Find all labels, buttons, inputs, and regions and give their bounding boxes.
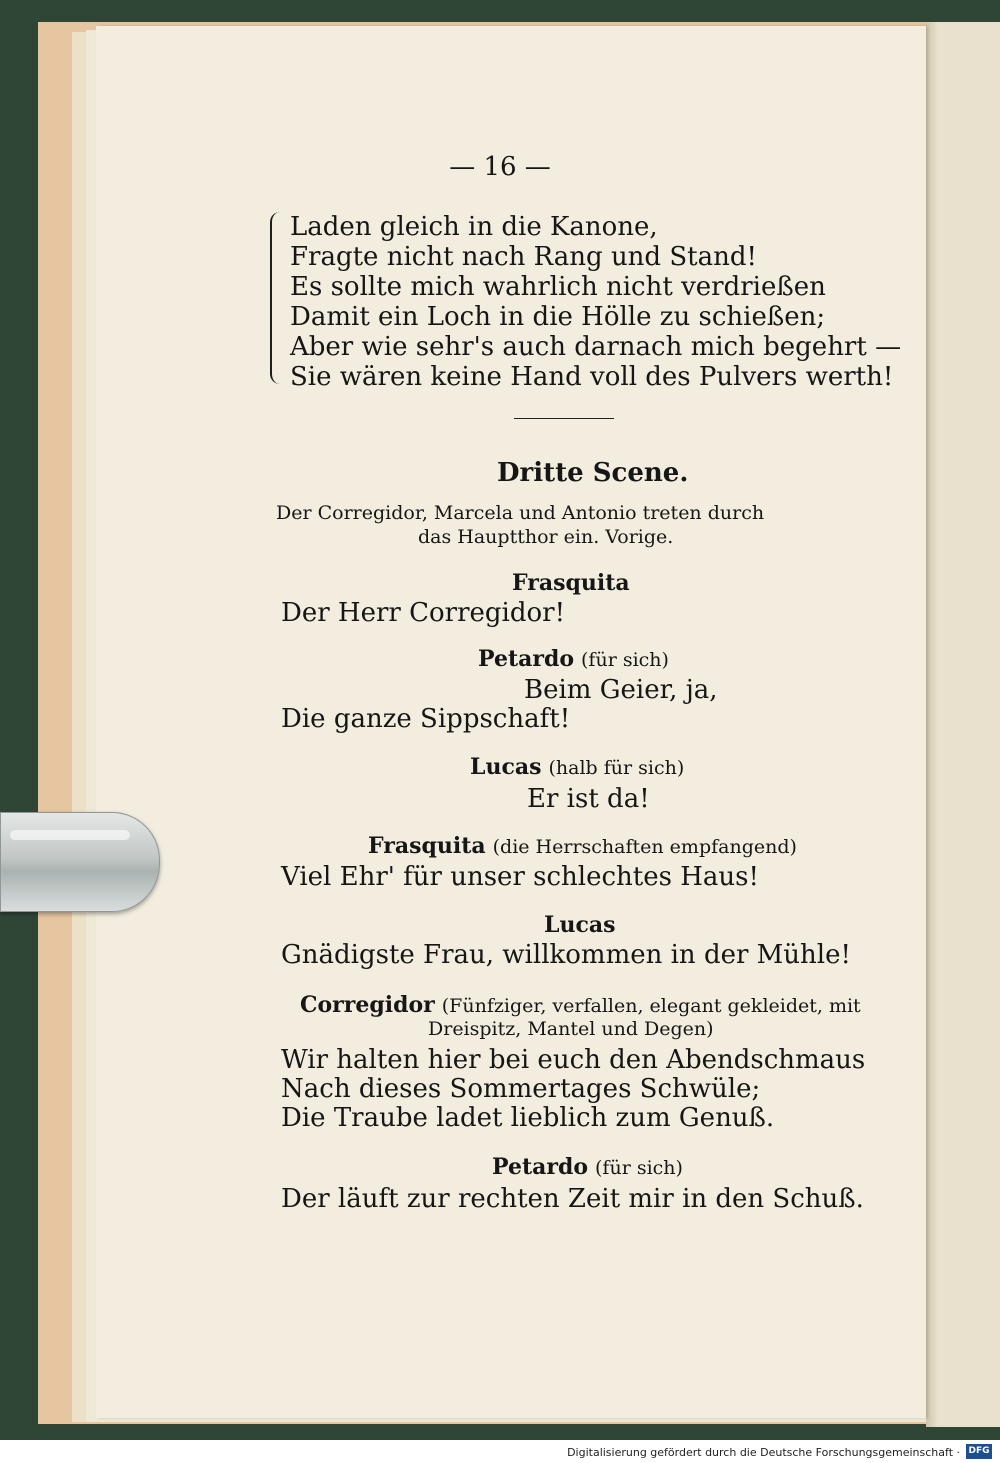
stage-direction: (für sich) [595,1157,683,1179]
speaker-name: Corregidor [300,992,435,1018]
speaker-heading [492,1156,683,1179]
dialogue-line: Die Traube ladet lieblich zum Genuß. [281,1103,775,1133]
verse-brace [270,212,284,384]
dialogue-line: Gnädigste Frau, willkommen in der Mühle! [281,940,851,970]
page-number: — 16 — [449,152,551,182]
dialogue-line: Er ist da! [527,784,650,814]
speaker-heading [478,648,669,671]
dialogue-line: Der läuft zur rechten Zeit mir in den Schuß. [281,1184,864,1214]
speaker-name: Lucas [544,912,616,938]
speaker-heading [300,994,861,1017]
funding-credit: Digitalisierung gefördert durch die Deutsche Forschungsgemeinschaft · [567,1446,960,1459]
speaker-heading [470,756,684,779]
dialogue-line: Viel Ehr' für unser schlechtes Haus! [281,862,759,892]
dfg-logo: DFG [966,1444,992,1459]
stage-direction: Dreispitz, Mantel und Degen) [428,1018,714,1040]
dialogue-line: Der Herr Corregidor! [281,598,566,628]
speaker-name: Lucas [470,754,542,780]
verse-line: Fragte nicht nach Rang und Stand! [290,242,757,272]
section-divider [514,418,614,419]
dialogue-line: Wir halten hier bei euch den Abendschmaus [281,1045,866,1075]
verse-line: Damit ein Loch in die Hölle zu schießen; [290,302,826,332]
speaker-name: Petardo [478,646,575,672]
dialogue-line: Nach dieses Sommertages Schwüle; [281,1074,761,1104]
stage-direction: (für sich) [581,649,669,671]
verse-line: Es sollte mich wahrlich nicht verdrießen [290,272,826,302]
stage-direction: (Fünfziger, verfallen, elegant gekleidet, mit [441,995,861,1017]
scene-title: Dritte Scene. [497,458,689,488]
stage-direction: Der Corregidor, Marcela und Antonio treten durch [276,502,765,524]
stage-direction: (die Herrschaften empfangend) [492,836,797,858]
page-clip-highlight [10,830,130,840]
speaker-name: Petardo [492,1154,589,1180]
stage-direction: das Hauptthor ein. Vorige. [418,526,674,548]
page-clip [0,812,160,912]
verse-line: Laden gleich in die Kanone, [290,212,658,242]
dialogue-line: Die ganze Sippschaft! [281,704,571,734]
verse-line: Sie wären keine Hand voll des Pulvers werth! [290,362,894,392]
speaker-name: Frasquita [512,570,630,596]
verse-line: Aber wie sehr's auch darnach mich begehrt — [290,332,902,362]
speaker-name: Frasquita [368,833,486,859]
dialogue-line: Beim Geier, ja, [524,675,718,705]
gutter-shadow [926,22,938,1427]
speaker-heading [368,835,797,858]
stage-direction: (halb für sich) [548,757,685,779]
